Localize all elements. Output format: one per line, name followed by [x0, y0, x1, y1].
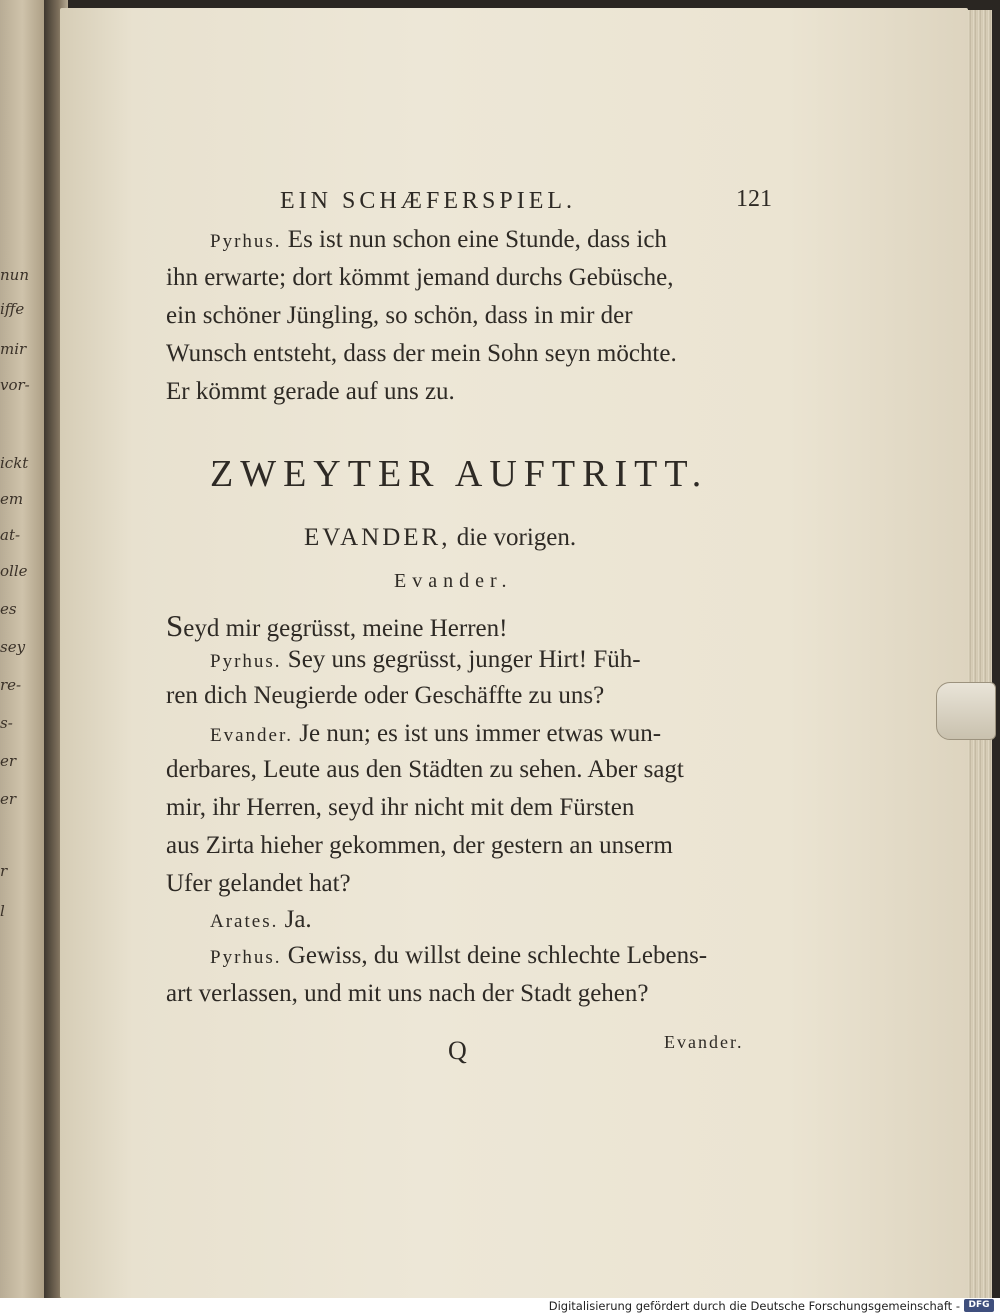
left-fragment: er [0, 752, 17, 770]
speaker-name: Evander. [210, 725, 294, 746]
text-line: Wunsch entsteht, dass der mein Sohn seyn möchte. [166, 340, 677, 367]
text-line: ein schöner Jüngling, so schön, dass in mir der [166, 302, 633, 329]
speaker-name: Pyrhus. [210, 947, 282, 968]
page-clip [936, 682, 996, 740]
catchword: Evander. [664, 1032, 744, 1052]
text-line: ihn erwarte; dort kömmt jemand durchs Gebüsche, [166, 264, 674, 291]
left-fragment: ickt [0, 454, 29, 472]
scene-heading: ZWEYTER AUFTRITT. [210, 453, 709, 495]
left-fragment: mir [0, 340, 27, 358]
text-line: Pyrhus. Es ist nun schon eine Stunde, dass ich [210, 226, 667, 253]
page-number: 121 [736, 186, 772, 212]
left-fragment: es [0, 600, 17, 618]
text-line: Er kömmt gerade auf uns zu. [166, 378, 455, 405]
text-line: mir, ihr Herren, seyd ihr nicht mit dem Fürsten [166, 794, 635, 821]
left-fragment: olle [0, 562, 28, 580]
left-fragment: iffe [0, 300, 25, 318]
text-line: Evander. Je nun; es ist uns immer etwas wun- [210, 720, 662, 747]
speaker-name: Pyrhus. [210, 231, 282, 252]
initial-letter: S [166, 608, 184, 643]
text-line: Pyrhus. Gewiss, du willst deine schlechte Lebens- [210, 942, 708, 969]
signature-mark: Q [448, 1036, 467, 1065]
left-fragment: er [0, 790, 17, 808]
left-fragment: nun [0, 266, 29, 284]
speaker-name: Pyrhus. [210, 651, 282, 672]
text-line: derbares, Leute aus den Städten zu sehen. Aber sagt [166, 756, 684, 783]
speaker-name: Arates. [210, 911, 279, 932]
left-fragment: r [0, 862, 8, 880]
text-line: ren dich Neugierde oder Geschäffte zu uns? [166, 682, 605, 709]
cast-name: EVANDER, [304, 524, 451, 551]
left-fragment: em [0, 490, 24, 508]
text-line: Arates. Ja. [210, 906, 312, 933]
text-line: Ufer gelandet hat? [166, 870, 351, 897]
text-line: Seyd mir gegrüsst, meine Herren! [166, 608, 508, 643]
left-fragment: re- [0, 676, 22, 694]
text-line: art verlassen, und mit uns nach der Stadt gehen? [166, 980, 649, 1007]
cast-rest: die vorigen. [456, 524, 577, 551]
speaker-heading: Evander. [394, 570, 513, 592]
running-head: EIN SCHÆFERSPIEL. [280, 188, 577, 214]
text-line: aus Zirta hieher gekommen, der gestern an unserm [166, 832, 673, 859]
left-fragment: at- [0, 526, 21, 544]
left-fragment: vor- [0, 376, 30, 394]
left-fragment: sey [0, 638, 26, 656]
left-fragment: l [0, 902, 5, 920]
funding-notice: Digitalisierung gefördert durch die Deutsche Forschungsgemeinschaft - [548, 1299, 960, 1313]
left-fragment: s- [0, 714, 13, 732]
dfg-logo-icon: DFG [964, 1299, 994, 1312]
text-line: Pyrhus. Sey uns gegrüsst, junger Hirt! Füh- [210, 646, 641, 673]
cast-line [304, 524, 576, 552]
